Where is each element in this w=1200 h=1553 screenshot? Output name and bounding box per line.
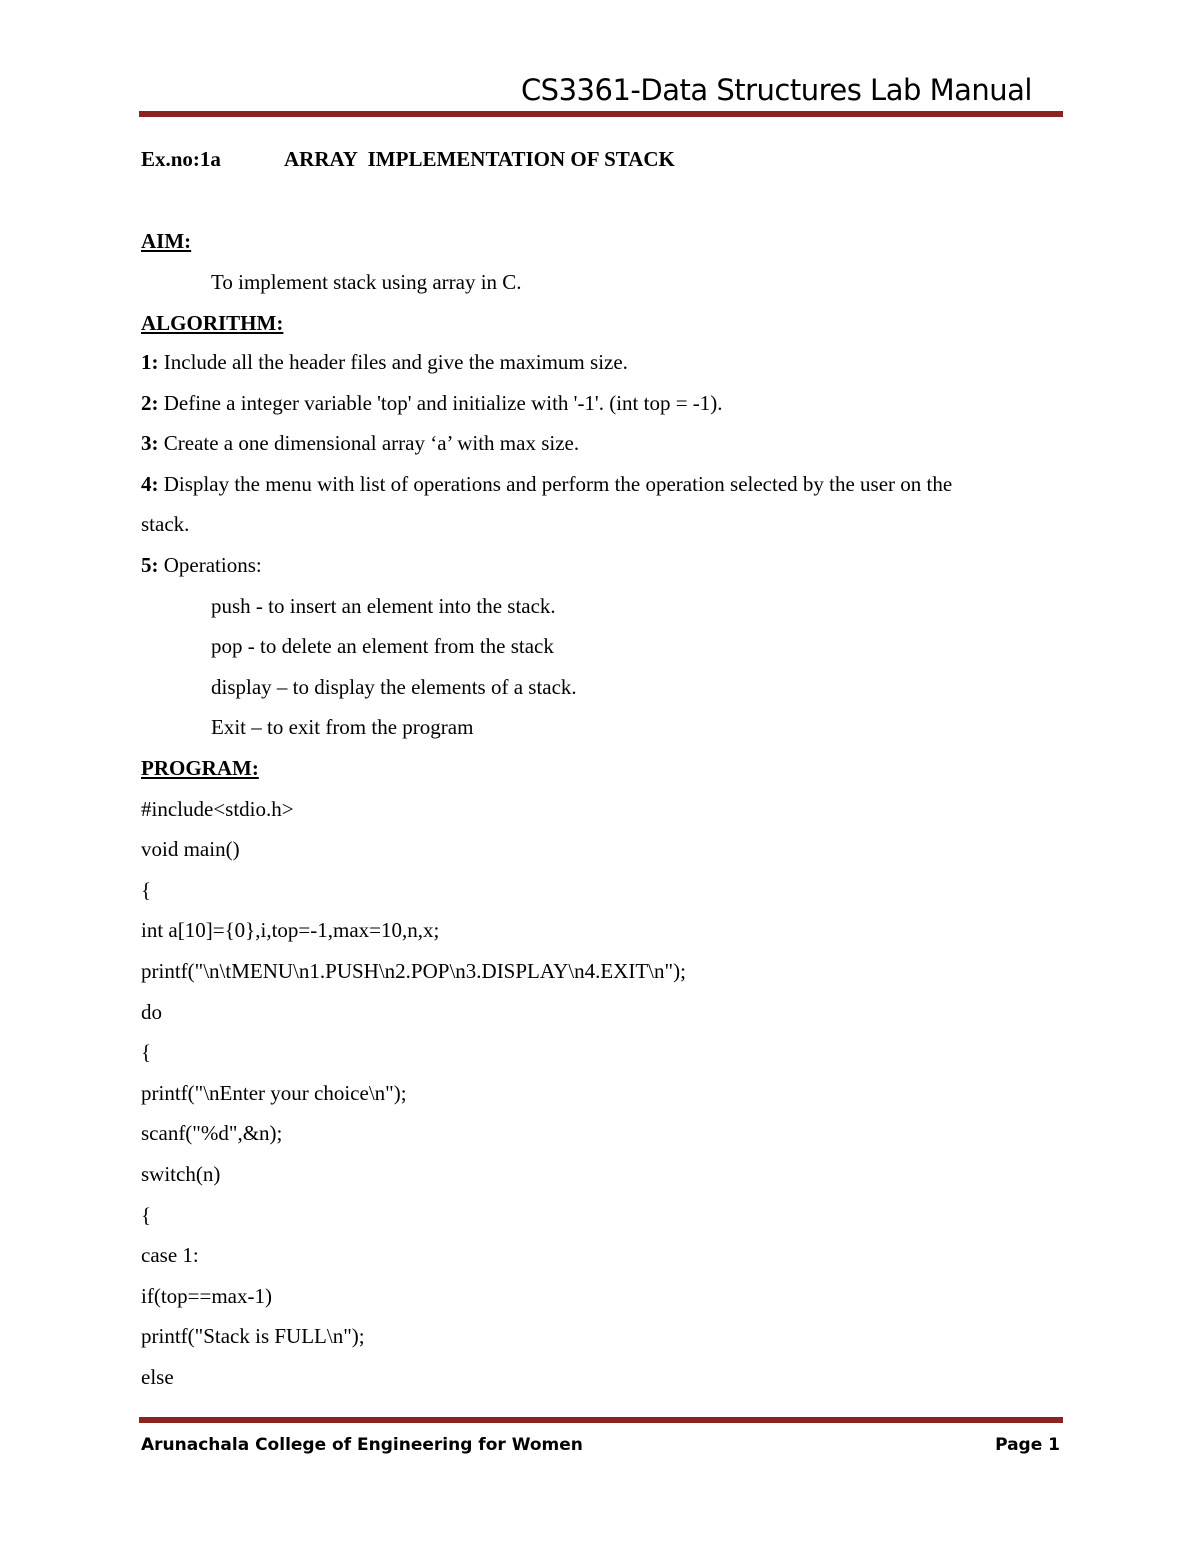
algorithm-step [141,470,952,498]
step-number: 2: [141,391,159,415]
step-number: 4: [141,472,159,496]
code-line: int a[10]={0},i,top=-1,max=10,n,x; [141,918,440,942]
step-text: Define a integer variable 'top' and initialize with '-1'. (int top = -1). [158,391,723,415]
code-line: if(top==max-1) [141,1284,272,1308]
code-line: switch(n) [141,1162,221,1186]
operation-item: push - to insert an element into the stack. [211,594,556,618]
aim-text: To implement stack using array in C. [211,270,522,294]
algorithm-heading: ALGORITHM: [141,311,284,335]
program-heading: PROGRAM: [141,756,259,780]
step-text: Include all the header files and give the maximum size. [158,350,628,374]
step-number: 3: [141,431,159,455]
operation-item: Exit – to exit from the program [211,715,474,739]
footer-rule [139,1417,1063,1423]
algorithm-step [141,389,723,417]
page-number: Page 1 [995,1435,1060,1455]
exercise-title: ARRAY IMPLEMENTATION OF STACK [284,147,675,171]
algorithm-step-continuation [141,510,189,538]
code-line: { [141,1203,152,1227]
step-text: Operations: [158,553,262,577]
code-line: void main() [141,837,240,861]
step-number: 1: [141,350,159,374]
manual-title: CS3361-Data Structures Lab Manual [520,73,1032,107]
code-line: { [141,1040,152,1064]
algorithm-step [141,348,628,376]
code-line: printf("\nEnter your choice\n"); [141,1081,407,1105]
step-text: Display the menu with list of operations and perform the operation selected by the user on the [158,472,953,496]
code-line: printf("\n\tMENU\n1.PUSH\n2.POP\n3.DISPLAY\n4.EXIT\n"); [141,959,686,983]
algorithm-step [141,429,579,457]
step-text: Create a one dimensional array ‘a’ with max size. [158,431,580,455]
code-line: do [141,1000,162,1024]
college-name: Arunachala College of Engineering for Women [141,1435,583,1455]
code-line: #include<stdio.h> [141,797,294,821]
step-number: 5: [141,553,159,577]
step-text: stack. [141,512,190,536]
code-line: printf("Stack is FULL\n"); [141,1324,365,1348]
operation-item: display – to display the elements of a stack. [211,675,577,699]
algorithm-step [141,551,262,579]
aim-heading: AIM: [141,229,192,253]
code-line: scanf("%d",&n); [141,1121,283,1145]
code-line: { [141,878,152,902]
header-rule [139,111,1063,117]
exercise-number: Ex.no:1a [141,147,221,171]
operation-item: pop - to delete an element from the stack [211,634,554,658]
code-line: else [141,1365,174,1389]
code-line: case 1: [141,1243,199,1267]
